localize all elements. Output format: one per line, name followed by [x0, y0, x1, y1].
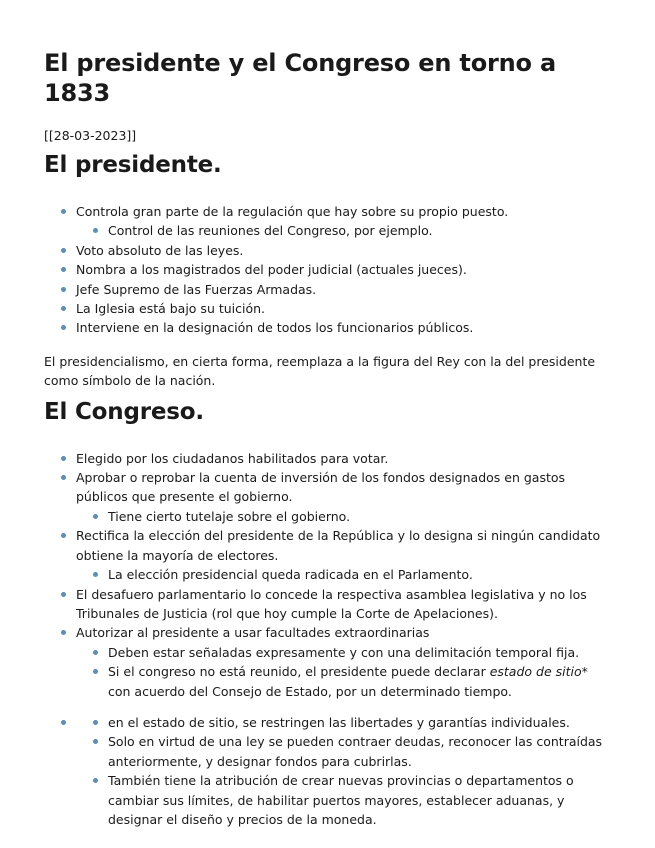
- bullet-icon: [61, 720, 66, 725]
- bullet-icon: [61, 287, 66, 292]
- bullet-icon: [93, 669, 98, 674]
- bullet-icon: [93, 778, 98, 783]
- list-item: La Iglesia está bajo su tuición.: [44, 299, 613, 318]
- list-item: También tiene la atribución de crear nuevas provincias o departamentos o cambiar sus límites, de habilitar puertos mayores, establecer aduanas, y designar el diseño y precios de la moneda.: [76, 771, 613, 829]
- bullet-icon: [61, 325, 66, 330]
- bullet-icon: [93, 720, 98, 725]
- list-item: Jefe Supremo de las Fuerzas Armadas.: [44, 280, 613, 299]
- list-item: Elegido por los ciudadanos habilitados para votar.: [44, 449, 613, 468]
- paragraph: El presidencialismo, en cierta forma, reemplaza a la figura del Rey con la del presidente como símbolo de la nación.: [44, 353, 596, 389]
- bullet-icon: [93, 572, 98, 577]
- list-item: Aprobar o reprobar la cuenta de inversión de los fondos designados en gastos públicos que presente el gobierno. Tiene cierto tutelaje sobre el gobierno.: [44, 468, 613, 526]
- list-item: Nombra a los magistrados del poder judicial (actuales jueces).: [44, 260, 613, 279]
- bullet-icon: [93, 228, 98, 233]
- presidente-list: [44, 202, 613, 338]
- bullet-icon: [61, 456, 66, 461]
- bullet-icon: [61, 533, 66, 538]
- list-item: Controla gran parte de la regulación que hay sobre su propio puesto. Control de las reuniones del Congreso, por ejemplo.: [44, 202, 613, 241]
- congreso-list: [44, 449, 613, 830]
- list-item: en el estado de sitio, se restringen las libertades y garantías individuales.: [76, 713, 613, 732]
- section-heading-congreso: El Congreso.: [44, 398, 204, 425]
- list-item: El desafuero parlamentario lo concede la respectiva asamblea legislativa y no los Tribunales de Justicia (rol que hoy cumple la Corte de Apelaciones).: [44, 585, 613, 624]
- bullet-icon: [61, 267, 66, 272]
- list-item: La elección presidencial queda radicada en el Parlamento.: [76, 565, 613, 584]
- list-item: Tiene cierto tutelaje sobre el gobierno.: [76, 507, 613, 526]
- bullet-icon: [93, 514, 98, 519]
- list-item: Voto absoluto de las leyes.: [44, 241, 613, 260]
- bullet-icon: [61, 475, 66, 480]
- bullet-icon: [93, 739, 98, 744]
- bullet-icon: [61, 592, 66, 597]
- bullet-icon: [93, 650, 98, 655]
- page-title: El presidente y el Congreso en torno a 1833: [44, 49, 556, 107]
- list-item: Autorizar al presidente a usar facultades extraordinarias Deben estar señaladas expresamente y con una delimitación temporal fija. Si el congreso no está reunido, el presidente puede declarar estado de sitio* con acuerdo del Consejo de Estado, por un determinado tiempo.: [44, 623, 613, 701]
- list-item: [44, 713, 613, 829]
- list-item: Solo en virtud de una ley se pueden contraer deudas, reconocer las contraídas anteriormente, y designar fondos para cubrirlas.: [76, 732, 613, 771]
- section-heading-presidente: El presidente.: [44, 152, 222, 178]
- list-item: Interviene en la designación de todos los funcionarios públicos.: [44, 318, 613, 337]
- list-item: Deben estar señaladas expresamente y con una delimitación temporal fija.: [76, 643, 613, 662]
- bullet-icon: [61, 306, 66, 311]
- list-item: Control de las reuniones del Congreso, por ejemplo.: [76, 221, 613, 240]
- list-item: Si el congreso no está reunido, el presidente puede declarar estado de sitio* con acuerdo del Consejo de Estado, por un determinado tiempo.: [76, 662, 613, 701]
- bullet-icon: [61, 630, 66, 635]
- list-item: Rectifica la elección del presidente de la República y lo designa si ningún candidato obtiene la mayoría de electores. La elección presidencial queda radicada en el Parlamento.: [44, 526, 613, 584]
- bullet-icon: [61, 248, 66, 253]
- emphasis-text: estado de sitio: [489, 664, 582, 680]
- bullet-icon: [61, 209, 66, 214]
- date-link[interactable]: [[28-03-2023]]: [44, 128, 137, 143]
